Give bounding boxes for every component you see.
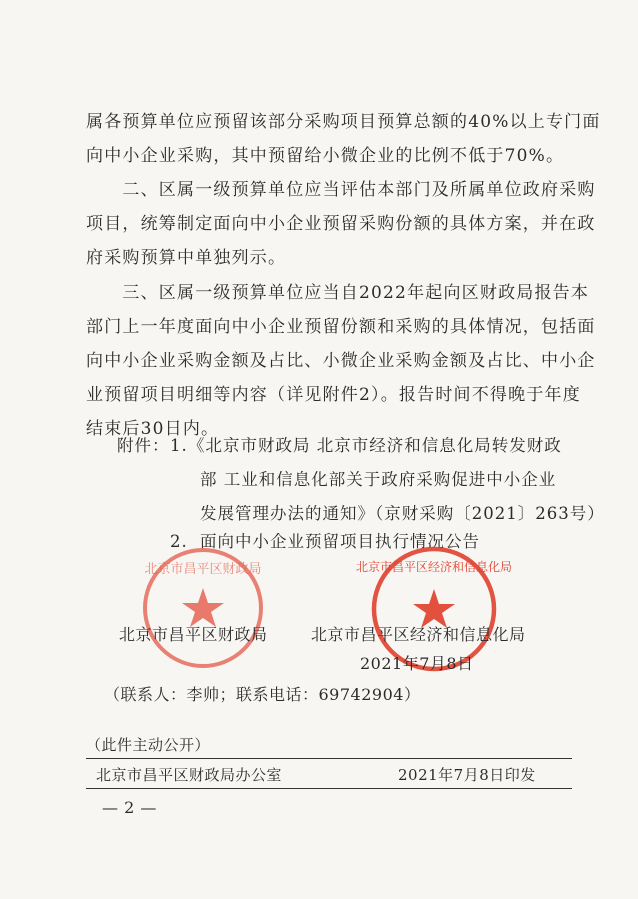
page-number: — 2 — xyxy=(102,798,157,817)
attachment-1-line-3: 发展管理办法的通知》（京财采购〔2021〕263号） xyxy=(200,504,605,523)
seal-1-text: 北京市昌平区财政局 xyxy=(144,562,262,577)
body-line-10: 结束后30日内。 xyxy=(86,419,220,439)
attachment-1-line-1: 《北京市财政局 北京市经济和信息化局转发财政 xyxy=(188,436,562,455)
footer-rule-top xyxy=(86,758,572,759)
contact-info: （联系人：李帅；联系电话：69742904） xyxy=(104,685,421,704)
footer-rule-bottom xyxy=(86,788,572,789)
body-line-9: 业预留项目明细等内容（详见附件2）。报告时间不得晚于年度 xyxy=(86,385,581,405)
footer-issuer: 北京市昌平区财政局办公室 xyxy=(96,766,283,784)
body-line-3: 二、区属一级预算单位应当评估本部门及所属单位政府采购 xyxy=(86,180,596,200)
seal-finance-bureau xyxy=(138,543,268,673)
body-line-8: 向中小企业采购金额及占比、小微企业采购金额及占比、中小企 xyxy=(86,351,596,371)
body-line-2: 向中小企业采购，其中预留给小微企业的比例不低于70%。 xyxy=(86,146,565,166)
attachment-1-number: 1. xyxy=(170,436,188,455)
signature-org-2: 北京市昌平区经济和信息化局 xyxy=(311,625,526,644)
disclosure-note: （此件主动公开） xyxy=(86,736,211,754)
body-line-1: 属各预算单位应预留该部分采购项目预算总额的40%以上专门面 xyxy=(86,112,601,132)
attachment-1-line-2: 部 工业和信息化部关于政府采购促进中小企业 xyxy=(200,470,557,489)
attachments-label: 附件： xyxy=(117,436,170,455)
seal-2-text: 北京市昌平区经济和信息化局 xyxy=(355,560,513,574)
signature-org-1: 北京市昌平区财政局 xyxy=(119,625,268,644)
signature-date: 2021年7月8日 xyxy=(360,654,474,673)
body-line-4: 项目，统筹制定面向中小企业预留采购份额的具体方案，并在政 xyxy=(86,214,596,234)
attachment-2-number: 2. xyxy=(170,532,188,551)
attachment-2-text: 面向中小企业预留项目执行情况公告 xyxy=(200,532,480,551)
body-line-5: 府采购预算中单独列示。 xyxy=(86,248,287,268)
body-line-6: 三、区属一级预算单位应当自2022年起向区财政局报告本 xyxy=(86,283,590,303)
body-line-7: 部门上一年度面向中小企业预留份额和采购的具体情况，包括面 xyxy=(86,317,596,337)
footer-issue-date: 2021年7月8日印发 xyxy=(398,766,536,784)
